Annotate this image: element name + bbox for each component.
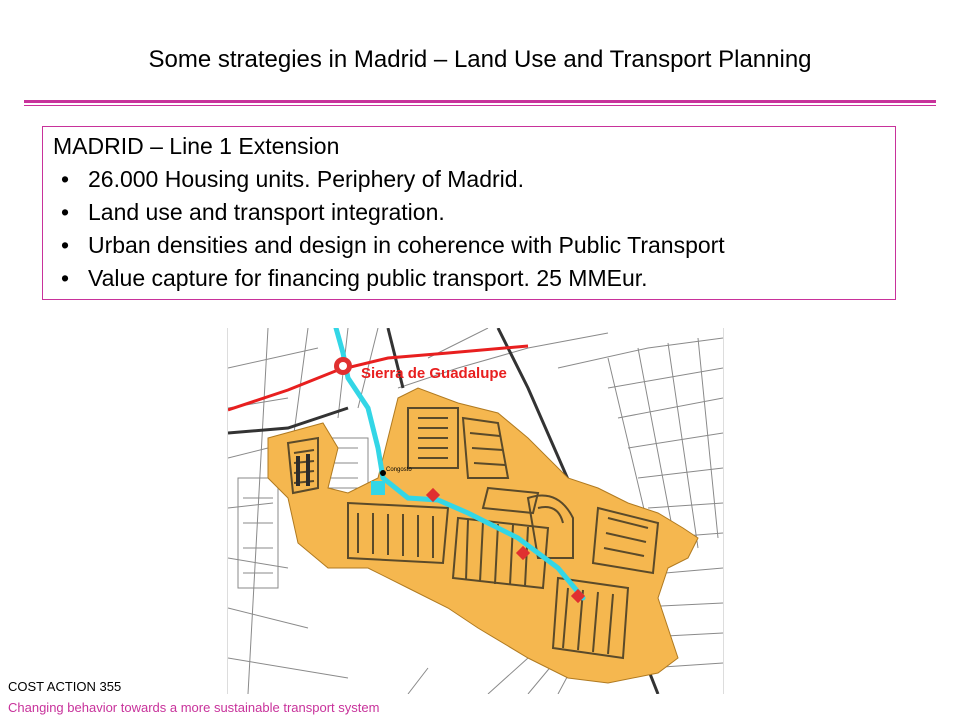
bullet-item [53,229,895,262]
map-svg [228,328,723,694]
development-map [227,328,724,694]
station-label: Sierra de Guadalupe [361,365,507,382]
slide-title: Some strategies in Madrid – Land Use and Transport Planning [148,46,812,73]
bullet-list [53,163,895,295]
content-box [42,126,896,300]
bullet-item [53,163,895,196]
station-marker-core [339,362,347,370]
bullet-text: 26.000 Housing units. Periphery of Madrid. [88,166,524,192]
bullet-dot-icon: • [61,232,70,258]
footer-organization: COST ACTION 355 [8,679,122,694]
bullet-item [53,262,895,295]
small-station-label: Congosto [386,467,412,473]
bullet-text: Land use and transport integration. [88,199,445,225]
bullet-dot-icon: • [61,199,70,225]
metro-sign-icon [371,481,385,495]
footer-tagline: Changing behavior towards a more sustainable transport system [8,700,380,715]
bullet-text: Urban densities and design in coherence with Public Transport [88,232,725,258]
bullet-dot-icon: • [61,166,70,192]
bullet-dot-icon: • [61,265,70,291]
title-underline [24,100,936,103]
box-heading: MADRID – Line 1 Extension [53,133,340,159]
title-underline-thin [24,105,936,106]
bullet-item [53,196,895,229]
bullet-text: Value capture for financing public transport. 25 MMEur. [88,265,648,291]
